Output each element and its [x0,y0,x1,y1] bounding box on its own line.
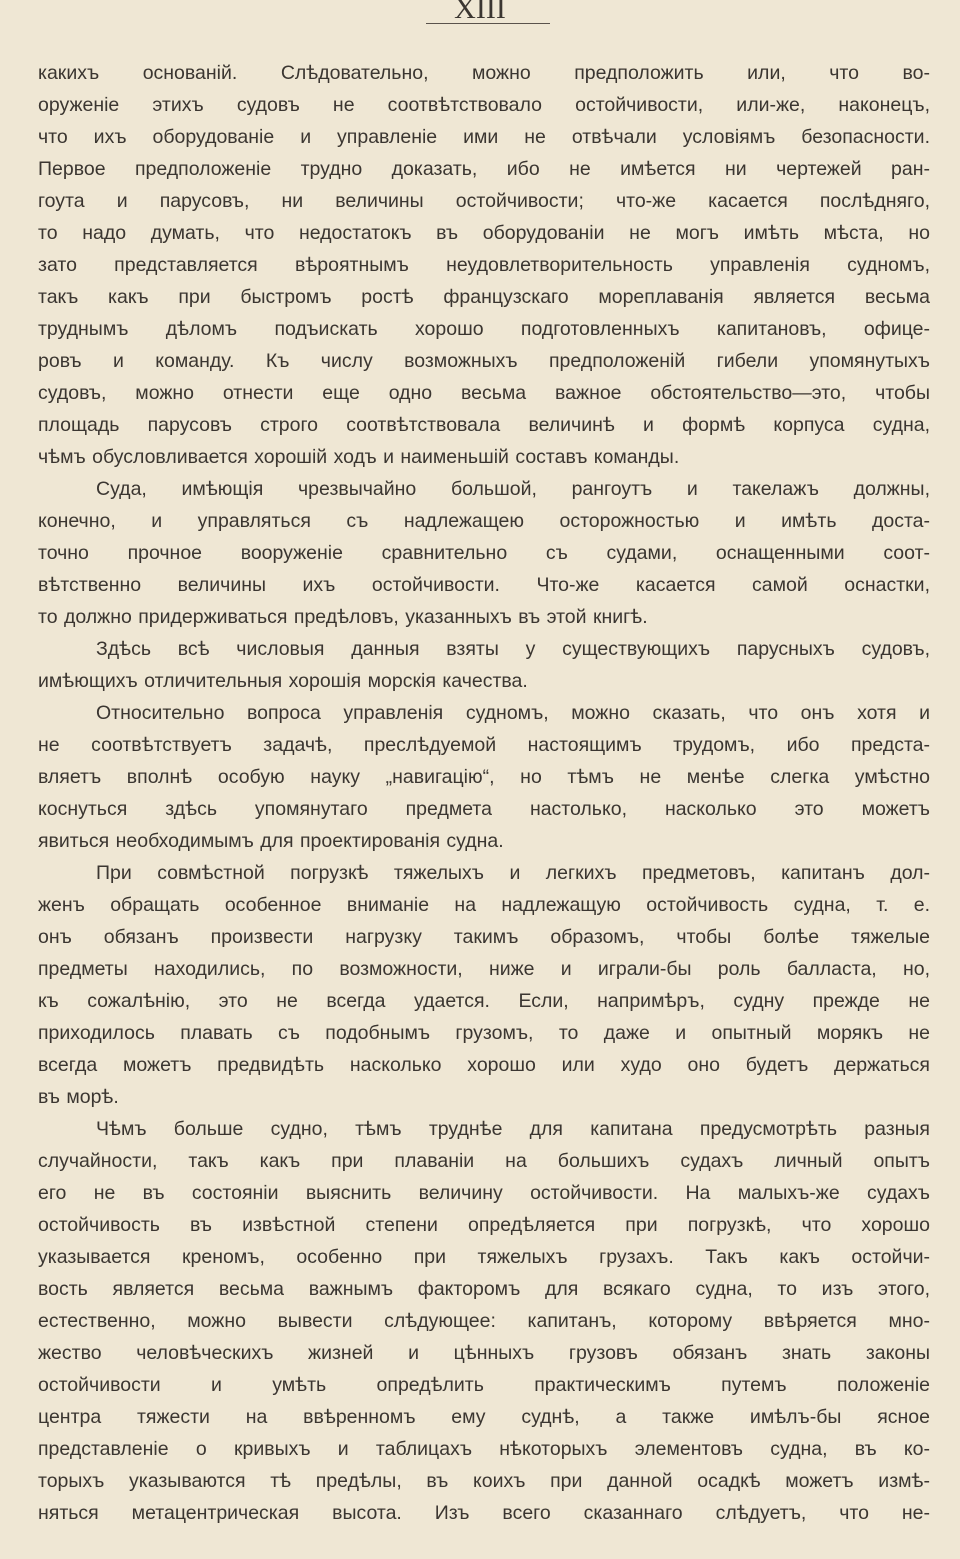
text-line: то должно придерживаться предѣловъ, указанныхъ въ этой книгѣ. [38,606,648,628]
text-line: труднымъ дѣломъ подъискать хорошо подготовленныхъ капитановъ, офице- [38,318,930,340]
text-line: Относительно вопроса управленія судномъ, можно сказать, что онъ хотя и [96,702,930,724]
paragraph [38,857,930,1113]
text-line: къ сожалѣнію, это не всегда удается. Если, напримѣръ, судну прежде не [38,990,930,1012]
text-line: указывается креномъ, особенно при тяжелыхъ грузахъ. Такъ какъ остойчи- [38,1246,930,1268]
text-line: Здѣсь всѣ числовыя данныя взяты у существующихъ парусныхъ судовъ, [96,638,930,660]
text-line: При совмѣстной погрузкѣ тяжелыхъ и легкихъ предметовъ, капитанъ дол- [96,862,930,884]
header-rule [426,23,550,24]
text-line: конечно, и управляться съ надлежащею осторожностью и имѣть доста- [38,510,930,532]
text-line: то надо думать, что недостатокъ въ оборудованіи не могъ имѣть мѣста, но [38,222,930,244]
text-line: гоута и парусовъ, ни величины остойчивости; что-же касается послѣдняго, [38,190,930,212]
text-line: его не въ состояніи выяснить величину остойчивости. На малыхъ-же судахъ [38,1182,930,1204]
text-line: всегда можетъ предвидѣть насколько хорошо или худо оно будетъ держаться [38,1054,930,1076]
text-line: какихъ основаній. Слѣдовательно, можно предположить или, что во- [38,62,930,84]
text-line: зато представляется вѣроятнымъ неудовлетворительность управленія судномъ, [38,254,930,276]
text-line: площадь парусовъ строго соотвѣтствовала величинѣ и формѣ корпуса судна, [38,414,930,436]
text-line: вляетъ вполнѣ особую науку „навигацію“, но тѣмъ не менѣе слегка умѣстно [38,766,930,788]
text-line: остойчивости и умѣть опредѣлить практическимъ путемъ положеніе [38,1374,930,1396]
text-line: чѣмъ обусловливается хорошій ходъ и наименьшій составъ команды. [38,446,680,468]
text-line: торыхъ указываются тѣ предѣлы, въ коихъ при данной осадкѣ можетъ измѣ- [38,1470,930,1492]
text-line: Первое предположеніе трудно доказать, ибо не имѣется ни чертежей ран- [38,158,930,180]
text-line: коснуться здѣсь упомянутаго предмета настолько, насколько это можетъ [38,798,930,820]
text-line: остойчивость въ извѣстной степени опредѣляется при погрузкѣ, что хорошо [38,1214,930,1236]
text-line: не соотвѣтствуетъ задачѣ, преслѣдуемой настоящимъ трудомъ, ибо предста- [38,734,930,756]
text-line: няться метацентрическая высота. Изъ всего сказаннаго слѣдуетъ, что не- [38,1502,930,1524]
text-line: женъ обращать особенное вниманіе на надлежащую остойчивость судна, т. е. [38,894,930,916]
text-line: вость является весьма важнымъ факторомъ для всякаго судна, то изъ этого, [38,1278,930,1300]
text-line: имѣющихъ отличительныя хорошія морскія качества. [38,670,528,692]
text-line: онъ обязанъ произвести нагрузку такимъ образомъ, чтобы болѣе тяжелые [38,926,930,948]
text-line: предметы находились, по возможности, ниже и играли-бы роль балласта, но, [38,958,930,980]
paragraph [38,57,930,473]
text-line: такъ какъ при быстромъ ростѣ французскаго мореплаванія является весьма [38,286,930,308]
text-line: точно прочное вооруженіе сравнительно съ судами, оснащенными соот- [38,542,930,564]
paragraph [38,633,930,697]
text-line: въ морѣ. [38,1086,119,1108]
paragraph [38,473,930,633]
text-line: приходилось плавать съ подобнымъ грузомъ, то даже и опытный морякъ не [38,1022,930,1044]
body-text [38,57,930,1529]
text-line: жество человѣческихъ жизней и цѣнныхъ грузовъ обязанъ знать законы [38,1342,930,1364]
text-line: центра тяжести на ввѣренномъ ему суднѣ, а также имѣлъ-бы ясное [38,1406,930,1428]
text-line: ровъ и команду. Къ числу возможныхъ предположеній гибели упомянутыхъ [38,350,930,372]
text-line: оруженіе этихъ судовъ не соотвѣтствовало остойчивости, или-же, наконецъ, [38,94,930,116]
text-line: что ихъ оборудованіе и управленіе ими не отвѣчали условіямъ безопасности. [38,126,930,148]
text-line: естественно, можно вывести слѣдующее: капитанъ, которому ввѣряется мно- [38,1310,930,1332]
paragraph [38,1113,930,1529]
text-line: судовъ, можно отнести еще одно весьма важное обстоятельство—это, чтобы [38,382,930,404]
page-number: XIII [454,0,506,25]
text-line: случайности, такъ какъ при плаваніи на большихъ судахъ личный опытъ [38,1150,930,1172]
text-line: представленіе о кривыхъ и таблицахъ нѣкоторыхъ элементовъ судна, въ ко- [38,1438,930,1460]
text-line: явиться необходимымъ для проектированія судна. [38,830,504,852]
paragraph [38,697,930,857]
text-line: Чѣмъ больше судно, тѣмъ труднѣе для капитана предусмотрѣть разныя [96,1118,930,1140]
text-line: Суда, имѣющія чрезвычайно большой, рангоутъ и такелажъ должны, [96,478,930,500]
text-line: вѣтственно величины ихъ остойчивости. Что-же касается самой оснастки, [38,574,930,596]
